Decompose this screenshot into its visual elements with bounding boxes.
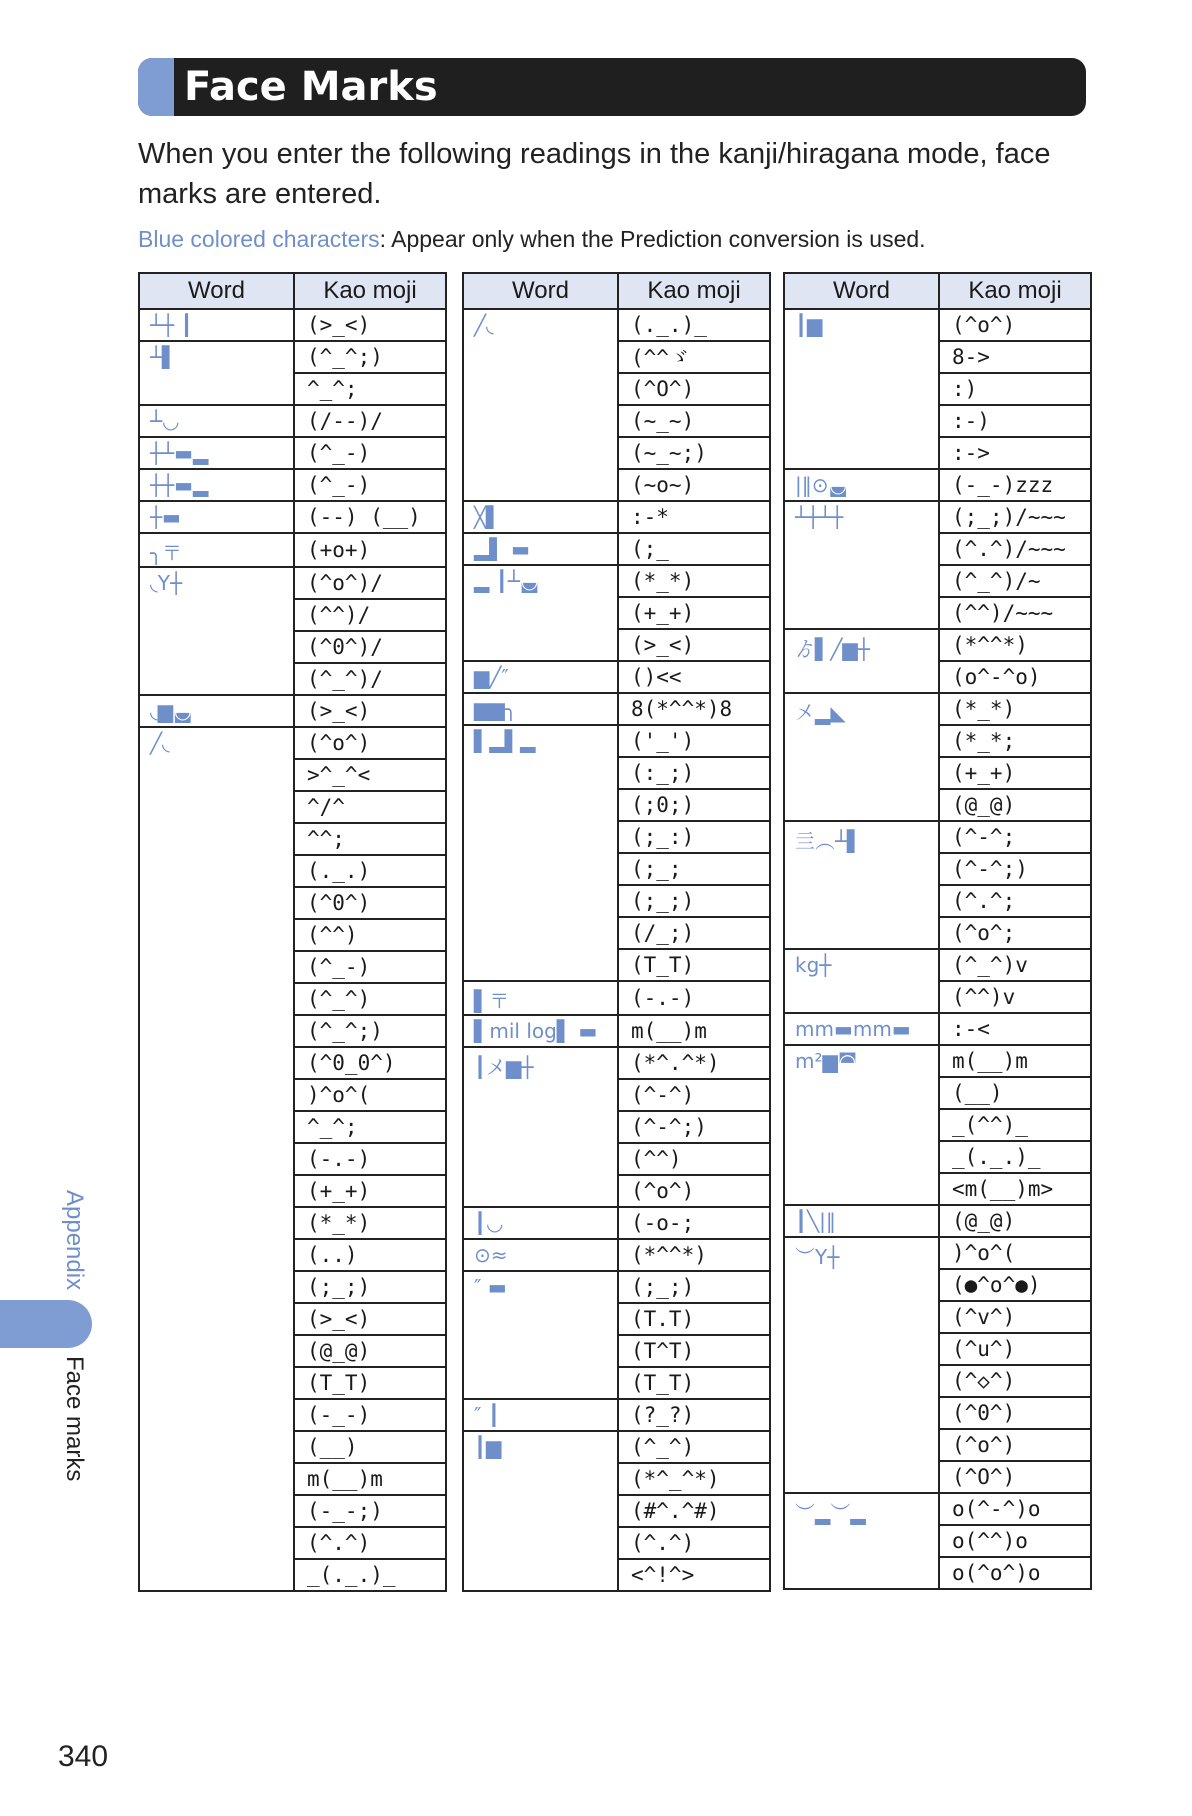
- kaomoji-cell: (__): [939, 1077, 1091, 1109]
- intro-text: When you enter the following readings in the kanji/hiragana mode, face marks are entered.: [138, 138, 1051, 210]
- kaomoji-cell: :-<: [939, 1013, 1091, 1045]
- kaomoji-cell: :): [939, 373, 1091, 405]
- kaomoji-cell: (^-^): [618, 1079, 770, 1111]
- kaomoji-cell: (^-^;): [939, 853, 1091, 885]
- kaomoji-cell: (^_^): [618, 1431, 770, 1463]
- kaomoji-cell: (-_-)zzz: [939, 469, 1091, 501]
- table-row: [463, 501, 770, 533]
- kaomoji-cell: (@_@): [939, 1205, 1091, 1237]
- header-word: Word: [463, 273, 618, 309]
- kaomoji-cell: (^-^;): [618, 1111, 770, 1143]
- kaomoji-cell: (:_;): [618, 757, 770, 789]
- kaomoji-cell: (T^T): [618, 1335, 770, 1367]
- table-row: [463, 1047, 770, 1079]
- face-marks-table-2: [462, 272, 771, 1592]
- table-row: [784, 501, 1091, 533]
- kaomoji-cell: _(._.)_: [294, 1559, 446, 1591]
- word-cell: ┃◡: [463, 1207, 618, 1239]
- kaomoji-cell: (>_<): [618, 629, 770, 661]
- kaomoji-cell: (^o^): [939, 1429, 1091, 1461]
- word-cell: ╮〒: [139, 533, 294, 567]
- kaomoji-cell: _(^^)_: [939, 1109, 1091, 1141]
- kaomoji-cell: ^^;: [294, 823, 446, 855]
- table-row: [784, 1237, 1091, 1269]
- table-row: [463, 309, 770, 341]
- note-text: [138, 224, 1098, 254]
- kaomoji-cell: (*_*;: [939, 725, 1091, 757]
- kaomoji-cell: (-o-;: [618, 1207, 770, 1239]
- kaomoji-cell: (^^)/: [294, 599, 446, 631]
- kaomoji-cell: ('_'): [618, 725, 770, 757]
- kaomoji-cell: _(._.)_: [939, 1141, 1091, 1173]
- table-row: [784, 1013, 1091, 1045]
- table-row: [784, 1493, 1091, 1525]
- table-row: [463, 533, 770, 565]
- table-row: [463, 565, 770, 597]
- kaomoji-cell: (~o~): [618, 469, 770, 501]
- kaomoji-cell: (._.): [294, 855, 446, 887]
- kaomoji-cell: (__): [294, 1431, 446, 1463]
- kaomoji-cell: >^_^<: [294, 759, 446, 791]
- word-cell: ▌〒: [463, 981, 618, 1015]
- kaomoji-cell: (T_T): [294, 1367, 446, 1399]
- kaomoji-cell: ^_^;: [294, 373, 446, 405]
- kaomoji-cell: (..): [294, 1239, 446, 1271]
- table-row: [784, 629, 1091, 661]
- page-number: 340: [58, 1740, 109, 1773]
- header-kaomoji: Kao moji: [618, 273, 770, 309]
- word-cell: ◟▆◛: [139, 695, 294, 727]
- table-row: [139, 309, 446, 341]
- appendix-tab: [0, 1300, 92, 1348]
- table-row: [463, 725, 770, 757]
- kaomoji-cell: (-.-): [618, 981, 770, 1015]
- kaomoji-cell: (^O^): [618, 373, 770, 405]
- word-cell: ◟Y┼: [139, 567, 294, 695]
- kaomoji-cell: m(__)m: [618, 1015, 770, 1047]
- table-row: [139, 405, 446, 437]
- kaomoji-cell: (^0_0^): [294, 1047, 446, 1079]
- word-cell: ゟ▌╱▆┼: [784, 629, 939, 693]
- kaomoji-cell: (+_+): [294, 1175, 446, 1207]
- kaomoji-cell: (;_:): [618, 821, 770, 853]
- kaomoji-cell: (^.^;: [939, 885, 1091, 917]
- word-cell: ┃╲|‖: [784, 1205, 939, 1237]
- kaomoji-cell: (;_;: [618, 853, 770, 885]
- kaomoji-cell: :-): [939, 405, 1091, 437]
- kaomoji-cell: (^.^): [618, 1527, 770, 1559]
- kaomoji-cell: (o^-^o): [939, 661, 1091, 693]
- kaomoji-cell: (^_-): [294, 437, 446, 469]
- table-row: [463, 661, 770, 693]
- kaomoji-cell: o(^-^)o: [939, 1493, 1091, 1525]
- page-title: Face Marks: [184, 64, 438, 110]
- kaomoji-cell: (~_~;): [618, 437, 770, 469]
- table-row: [139, 341, 446, 373]
- kaomoji-cell: (^o^)/: [294, 567, 446, 599]
- kaomoji-cell: (^.^): [294, 1527, 446, 1559]
- word-cell: ▆╱″: [463, 661, 618, 693]
- word-cell: ┃メ▆┼: [463, 1047, 618, 1207]
- kaomoji-cell: (^0^): [939, 1397, 1091, 1429]
- kaomoji-cell: (^.^)/~~~: [939, 533, 1091, 565]
- kaomoji-cell: o(^o^)o: [939, 1557, 1091, 1589]
- kaomoji-cell: (;_;): [294, 1271, 446, 1303]
- kaomoji-cell: <^!^>: [618, 1559, 770, 1591]
- word-cell: mm▬mm▬: [784, 1013, 939, 1045]
- kaomoji-cell: (;_: [618, 533, 770, 565]
- kaomoji-cell: (^O^): [939, 1461, 1091, 1493]
- table-row: [784, 1205, 1091, 1237]
- header-kaomoji: Kao moji: [939, 273, 1091, 309]
- table-row: [784, 949, 1091, 981]
- kaomoji-cell: m(__)m: [294, 1463, 446, 1495]
- kaomoji-cell: (^_^;): [294, 341, 446, 373]
- kaomoji-cell: (;_;): [618, 885, 770, 917]
- kaomoji-cell: (*^^*): [618, 1239, 770, 1271]
- header-word: Word: [784, 273, 939, 309]
- kaomoji-cell: ()<<: [618, 661, 770, 693]
- kaomoji-cell: 8(*^^*)8: [618, 693, 770, 725]
- kaomoji-cell: (._.)_: [618, 309, 770, 341]
- face-marks-table-3: [783, 272, 1092, 1590]
- kaomoji-cell: (^_^)/: [294, 663, 446, 695]
- kaomoji-cell: )^o^(: [939, 1237, 1091, 1269]
- kaomoji-cell: :-*: [618, 501, 770, 533]
- kaomoji-cell: (-.-): [294, 1143, 446, 1175]
- table-row: [463, 1239, 770, 1271]
- kaomoji-cell: )^o^(: [294, 1079, 446, 1111]
- word-cell: ┴▌: [139, 341, 294, 405]
- kaomoji-cell: (*^_^*): [618, 1463, 770, 1495]
- word-cell: ︶Y┼: [784, 1237, 939, 1493]
- kaomoji-cell: o(^^)o: [939, 1525, 1091, 1557]
- kaomoji-cell: (T_T): [618, 1367, 770, 1399]
- kaomoji-cell: (^o^): [618, 1175, 770, 1207]
- word-cell: ╱◟: [463, 309, 618, 501]
- word-cell: ╳▌: [463, 501, 618, 533]
- word-cell: ┼┴▬▂: [139, 437, 294, 469]
- kaomoji-cell: (>_<): [294, 1303, 446, 1335]
- kaomoji-cell: (^^ゞ: [618, 341, 770, 373]
- table-row: [463, 1271, 770, 1303]
- table-row: [463, 1399, 770, 1431]
- word-cell: ▂▌ ▬: [463, 533, 618, 565]
- kaomoji-cell: (^◇^): [939, 1365, 1091, 1397]
- appendix-label: Appendix: [61, 1190, 88, 1291]
- word-cell: ▂ ┃┴◛: [463, 565, 618, 661]
- face-marks-table-1: [138, 272, 447, 1592]
- table-row: [463, 693, 770, 725]
- kaomoji-cell: ^/^: [294, 791, 446, 823]
- kaomoji-cell: <m(__)m>: [939, 1173, 1091, 1205]
- word-cell: |‖⊙◛: [784, 469, 939, 501]
- kaomoji-cell: (;_;)/~~~: [939, 501, 1091, 533]
- kaomoji-cell: ^_^;: [294, 1111, 446, 1143]
- kaomoji-cell: (@_@): [939, 789, 1091, 821]
- table-row: [463, 1015, 770, 1047]
- table-row: [139, 727, 446, 759]
- word-cell: ″ ▬: [463, 1271, 618, 1399]
- word-cell: ⊙≈: [463, 1239, 618, 1271]
- kaomoji-cell: (#^.^#): [618, 1495, 770, 1527]
- word-cell: ▌mil log▌ ▬: [463, 1015, 618, 1047]
- note-rest: : Appear only when the Prediction conversion is used.: [379, 226, 926, 252]
- word-cell: 亖︵┴▌: [784, 821, 939, 949]
- kaomoji-cell: (^_^;): [294, 1015, 446, 1047]
- kaomoji-cell: m(__)m: [939, 1045, 1091, 1077]
- kaomoji-cell: (*_*): [294, 1207, 446, 1239]
- kaomoji-cell: (*^^*): [939, 629, 1091, 661]
- section-label: Face marks: [61, 1356, 88, 1482]
- kaomoji-cell: (/--)/: [294, 405, 446, 437]
- table-row: [463, 1431, 770, 1463]
- word-cell: ╱◟: [139, 727, 294, 1591]
- kaomoji-cell: (-_-;): [294, 1495, 446, 1527]
- kaomoji-cell: (>_<): [294, 309, 446, 341]
- kaomoji-cell: (;0;): [618, 789, 770, 821]
- kaomoji-cell: (^o^): [939, 309, 1091, 341]
- kaomoji-cell: (^u^): [939, 1333, 1091, 1365]
- table-row: [784, 309, 1091, 341]
- table-row: [139, 695, 446, 727]
- word-cell: ┼▬: [139, 501, 294, 533]
- kaomoji-cell: (*^.^*): [618, 1047, 770, 1079]
- kaomoji-cell: (@_@): [294, 1335, 446, 1367]
- word-cell: kg┼: [784, 949, 939, 1013]
- kaomoji-cell: (;_;): [618, 1271, 770, 1303]
- table-row: [139, 567, 446, 599]
- kaomoji-cell: (-_-): [294, 1399, 446, 1431]
- kaomoji-cell: (^_^)/~: [939, 565, 1091, 597]
- word-cell: ┴┼ ┃: [139, 309, 294, 341]
- word-cell: ︶▂︶▂: [784, 1493, 939, 1589]
- table-row: [139, 437, 446, 469]
- kaomoji-cell: (^_-): [294, 951, 446, 983]
- kaomoji-cell: (+_+): [618, 597, 770, 629]
- kaomoji-cell: (^0^): [294, 887, 446, 919]
- table-row: [463, 981, 770, 1015]
- title-accent: [138, 58, 174, 116]
- kaomoji-cell: :->: [939, 437, 1091, 469]
- kaomoji-cell: (>_<): [294, 695, 446, 727]
- word-cell: ┼┼▬▂: [139, 469, 294, 501]
- word-cell: ┴┼┴┼: [784, 501, 939, 629]
- kaomoji-cell: (^^): [294, 919, 446, 951]
- table-row: [139, 533, 446, 567]
- word-cell: m²▆◚: [784, 1045, 939, 1205]
- kaomoji-cell: (^_-): [294, 469, 446, 501]
- kaomoji-cell: (^^): [618, 1143, 770, 1175]
- kaomoji-cell: (T.T): [618, 1303, 770, 1335]
- kaomoji-cell: (~_~): [618, 405, 770, 437]
- word-cell: ▆▆╮: [463, 693, 618, 725]
- kaomoji-cell: (^^)/~~~: [939, 597, 1091, 629]
- kaomoji-cell: (?_?): [618, 1399, 770, 1431]
- kaomoji-cell: (--) (__): [294, 501, 446, 533]
- table-row: [784, 693, 1091, 725]
- word-cell: ┴◡: [139, 405, 294, 437]
- kaomoji-cell: (^_^)v: [939, 949, 1091, 981]
- header-word: Word: [139, 273, 294, 309]
- table-row: [139, 501, 446, 533]
- kaomoji-cell: (^_^): [294, 983, 446, 1015]
- kaomoji-cell: (^v^): [939, 1301, 1091, 1333]
- kaomoji-cell: (+o+): [294, 533, 446, 567]
- kaomoji-cell: (^^)v: [939, 981, 1091, 1013]
- table-row: [784, 469, 1091, 501]
- note-blue-label: Blue colored characters: [138, 226, 380, 252]
- kaomoji-cell: (^0^)/: [294, 631, 446, 663]
- kaomoji-cell: (T_T): [618, 949, 770, 981]
- table-row: [784, 1045, 1091, 1077]
- kaomoji-cell: (●^o^●): [939, 1269, 1091, 1301]
- title-bar: [138, 58, 1086, 116]
- header-kaomoji: Kao moji: [294, 273, 446, 309]
- kaomoji-cell: (^o^;: [939, 917, 1091, 949]
- kaomoji-cell: (^o^): [294, 727, 446, 759]
- word-cell: ″ ┃: [463, 1399, 618, 1431]
- word-cell: 㐅▂◣: [784, 693, 939, 821]
- kaomoji-cell: 8->: [939, 341, 1091, 373]
- kaomoji-cell: (+_+): [939, 757, 1091, 789]
- table-row: [463, 1207, 770, 1239]
- table-row: [784, 821, 1091, 853]
- kaomoji-cell: (*_*): [939, 693, 1091, 725]
- kaomoji-cell: (/_;): [618, 917, 770, 949]
- word-cell: ┃▆: [463, 1431, 618, 1591]
- word-cell: ┃▆: [784, 309, 939, 469]
- word-cell: ▌▂▌▂: [463, 725, 618, 981]
- kaomoji-cell: (^-^;: [939, 821, 1091, 853]
- kaomoji-cell: (*_*): [618, 565, 770, 597]
- table-row: [139, 469, 446, 501]
